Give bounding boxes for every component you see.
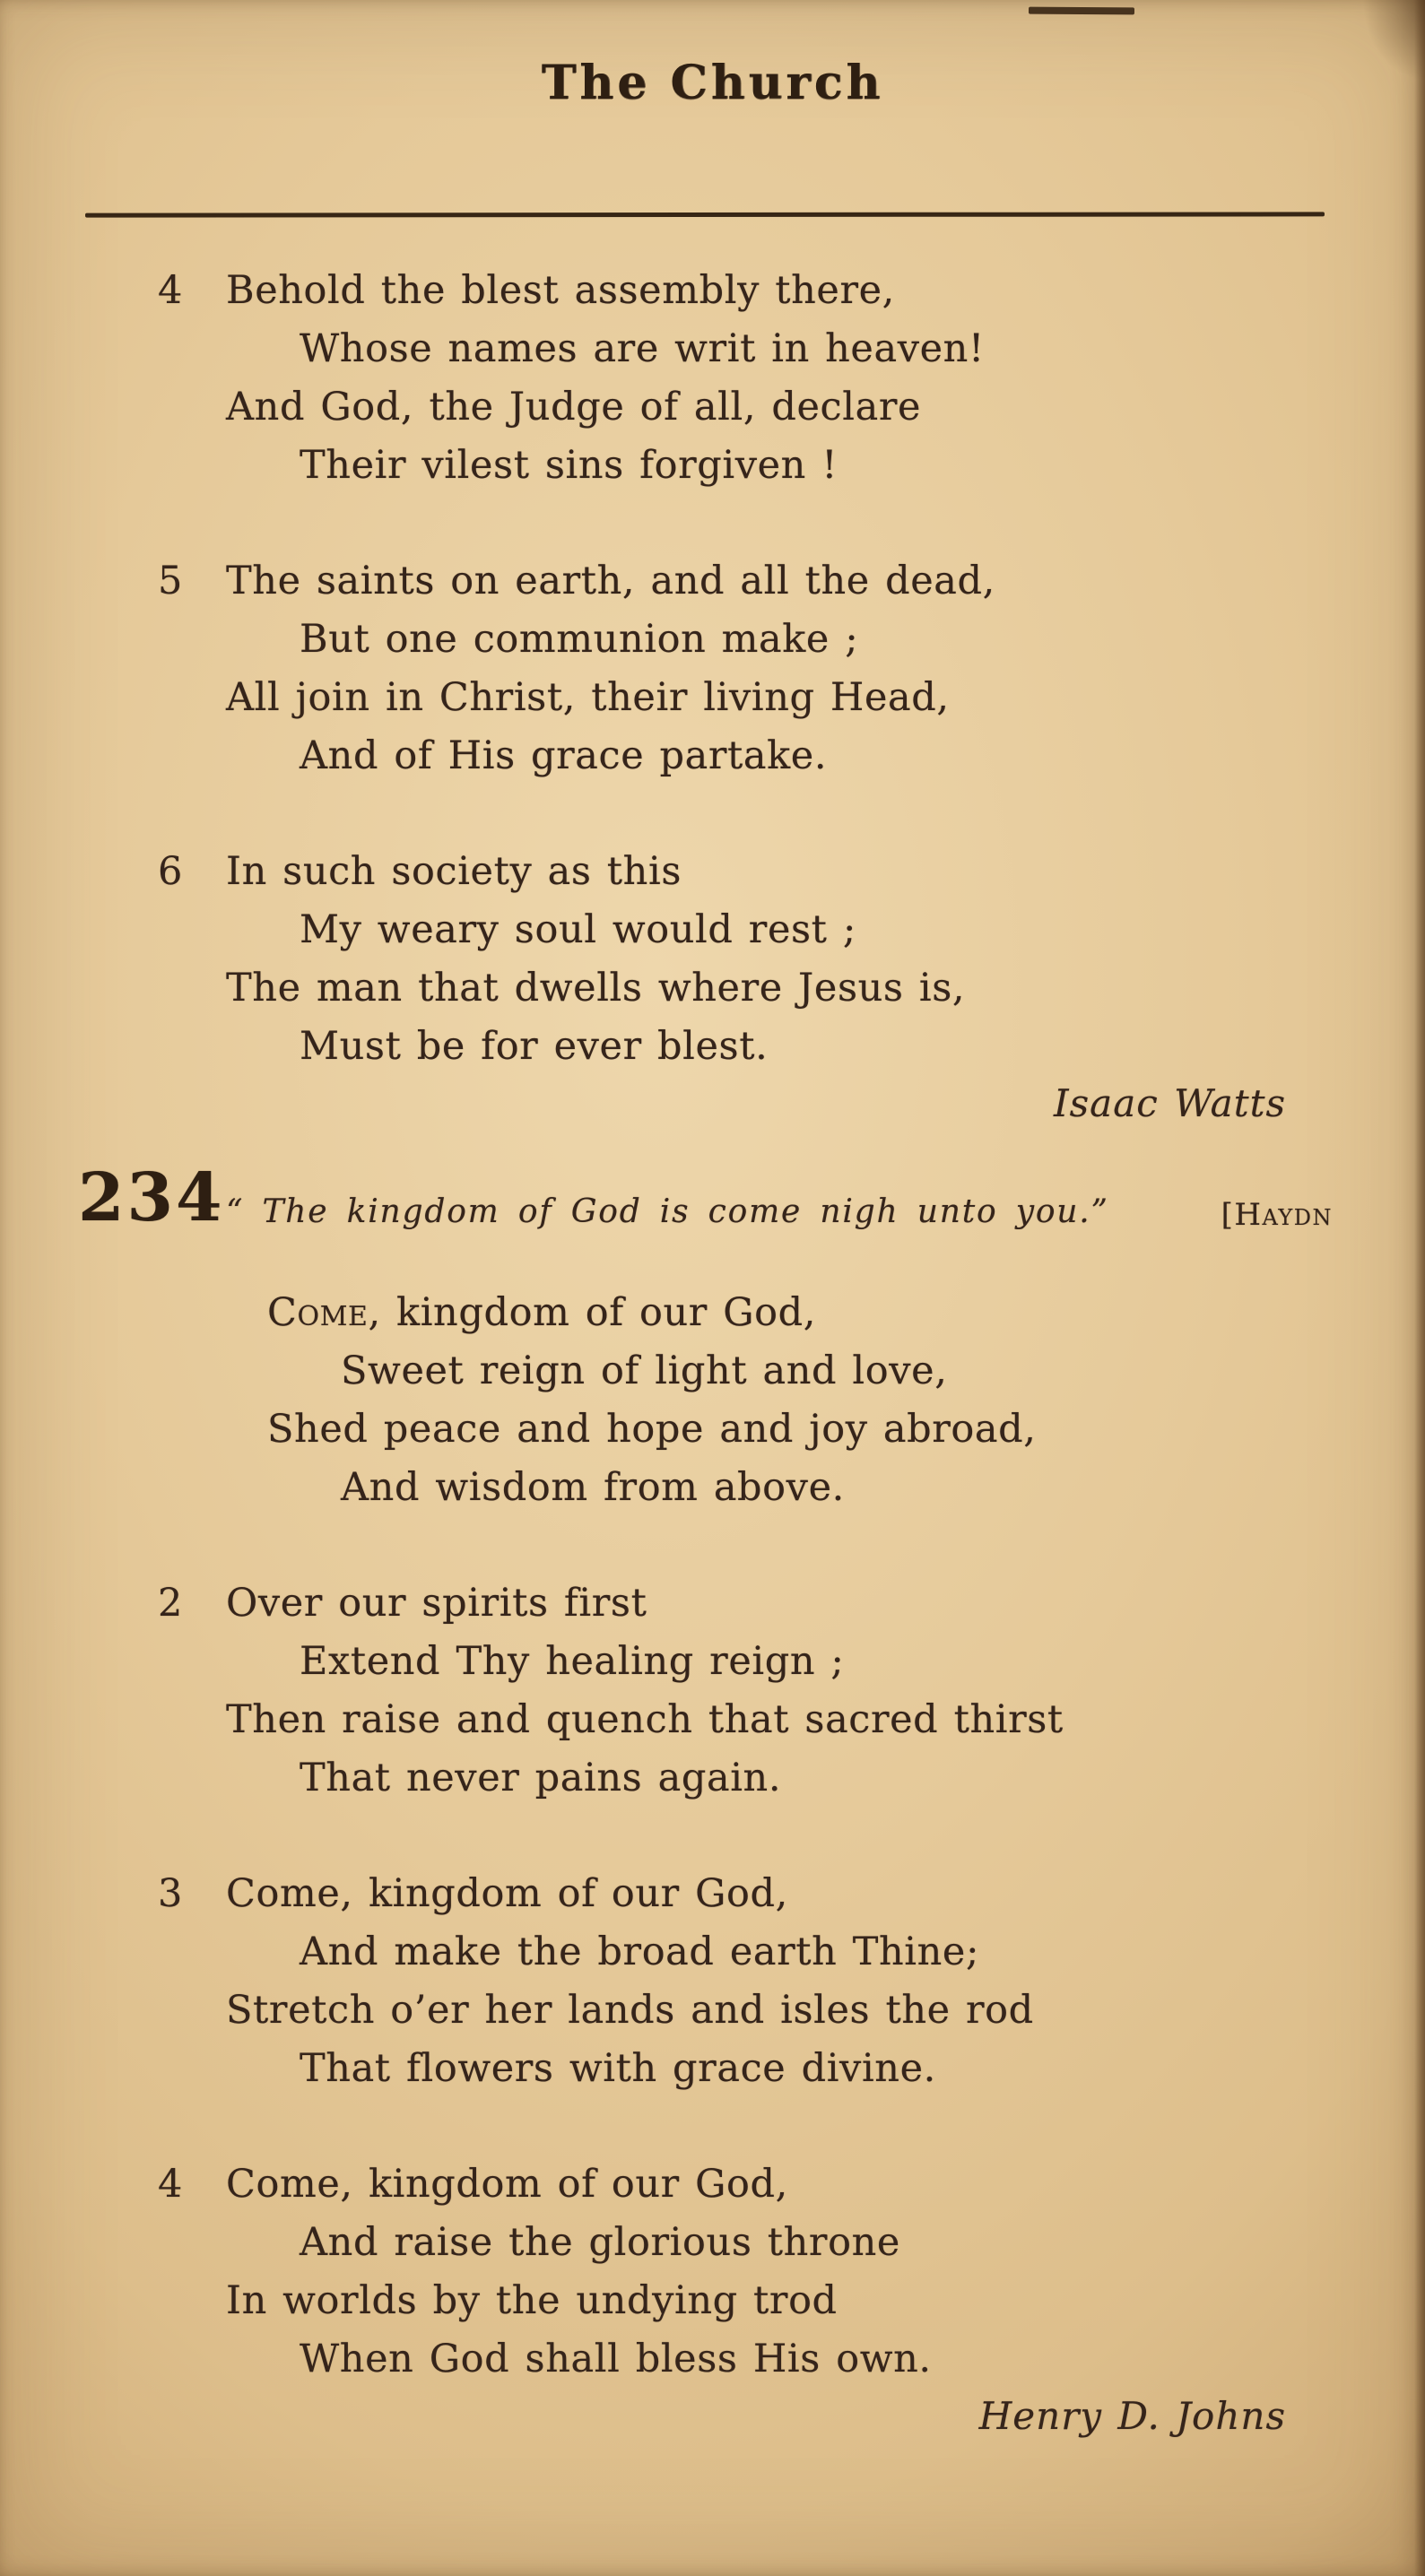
verse-line: And raise the glorious throne	[300, 2220, 900, 2265]
verse-line: Stretch o’er her lands and isles the rod	[226, 1988, 1034, 2033]
verse-line	[158, 843, 1356, 901]
verse-line: Shed peace and hope and joy abroad,	[267, 1407, 1037, 1452]
verse-line-text: Over our spirits first	[226, 1581, 647, 1626]
verse-5-prev-hymn	[158, 552, 1356, 785]
verse-line	[158, 552, 1356, 611]
section-title: The Church	[541, 56, 884, 110]
verse-line: Must be for ever blest.	[300, 1024, 769, 1069]
verse-line: The man that dwells where Jesus is,	[226, 966, 966, 1010]
verse-line: Then raise and quench that sacred thirst	[226, 1697, 1064, 1742]
hymn-number: 234	[78, 1159, 225, 1236]
verse-6-prev-hymn	[158, 843, 1356, 1076]
verse-line: All join in Christ, their living Head,	[226, 675, 950, 720]
author-attribution-watts: Isaac Watts	[1054, 1081, 1286, 1125]
verse-line	[158, 1574, 1356, 1633]
hymn-234-heading	[78, 1159, 1356, 1243]
verse-line: That never pains again.	[300, 1756, 782, 1800]
verse-number: 3	[158, 1871, 183, 1916]
verse-line: And make the broad earth Thine;	[300, 1930, 980, 1974]
verse-line-text: , kingdom of our God,	[368, 1290, 817, 1335]
verse-line	[158, 262, 1356, 320]
header-rule	[85, 212, 1325, 217]
stanza-1-hymn-234	[226, 1284, 1356, 1517]
verse-line-text: Come, kingdom of our God,	[226, 2162, 788, 2207]
verse-line: And wisdom from above.	[341, 1465, 845, 1510]
verse-line: Sweet reign of light and love,	[341, 1349, 948, 1393]
verse-number: 6	[158, 849, 183, 894]
hymn-epigraph: “ The kingdom of God is come nigh unto you.”	[226, 1193, 1109, 1230]
verse-number: 4	[158, 2162, 183, 2207]
verse-4-prev-hymn	[158, 262, 1356, 495]
verse-3-hymn-234	[158, 1865, 1356, 2098]
verse-line: And of His grace partake.	[300, 733, 828, 778]
verse-line: Their vilest sins forgiven !	[300, 443, 838, 488]
verse-line	[226, 1284, 1356, 1342]
verse-line: Whose names are writ in heaven!	[300, 326, 985, 371]
verse-4-hymn-234	[158, 2155, 1356, 2389]
verse-line: But one communion make ;	[300, 617, 859, 662]
verse-line: And God, the Judge of all, declare	[226, 385, 922, 429]
scan-artifact-dash	[1029, 7, 1134, 15]
verse-line	[158, 2155, 1356, 2214]
verse-line: When God shall bless His own.	[300, 2337, 932, 2381]
verse-line-text: In such society as this	[226, 849, 682, 894]
verse-number: 5	[158, 559, 183, 603]
verse-line: In worlds by the undying trod	[226, 2278, 838, 2323]
verse-2-hymn-234	[158, 1574, 1356, 1808]
verse-line-text: Come, kingdom of our God,	[226, 1871, 788, 1916]
page-edge-shadow	[1414, 0, 1425, 2576]
verse-line: That flowers with grace divine.	[300, 2046, 936, 2091]
opening-word: Come	[267, 1290, 369, 1335]
verse-number: 4	[158, 268, 183, 313]
tune-name: [Haydn	[1221, 1197, 1333, 1233]
verse-line: My weary soul would rest ;	[300, 907, 856, 952]
verse-line	[158, 1865, 1356, 1923]
verse-line-text: The saints on earth, and all the dead,	[226, 559, 995, 603]
author-attribution-johns: Henry D. Johns	[978, 2394, 1286, 2438]
page-content	[78, 262, 1356, 2445]
verse-number: 2	[158, 1581, 183, 1626]
verse-line: Extend Thy healing reign ;	[300, 1639, 845, 1684]
verse-line-text: Behold the blest assembly there,	[226, 268, 895, 313]
